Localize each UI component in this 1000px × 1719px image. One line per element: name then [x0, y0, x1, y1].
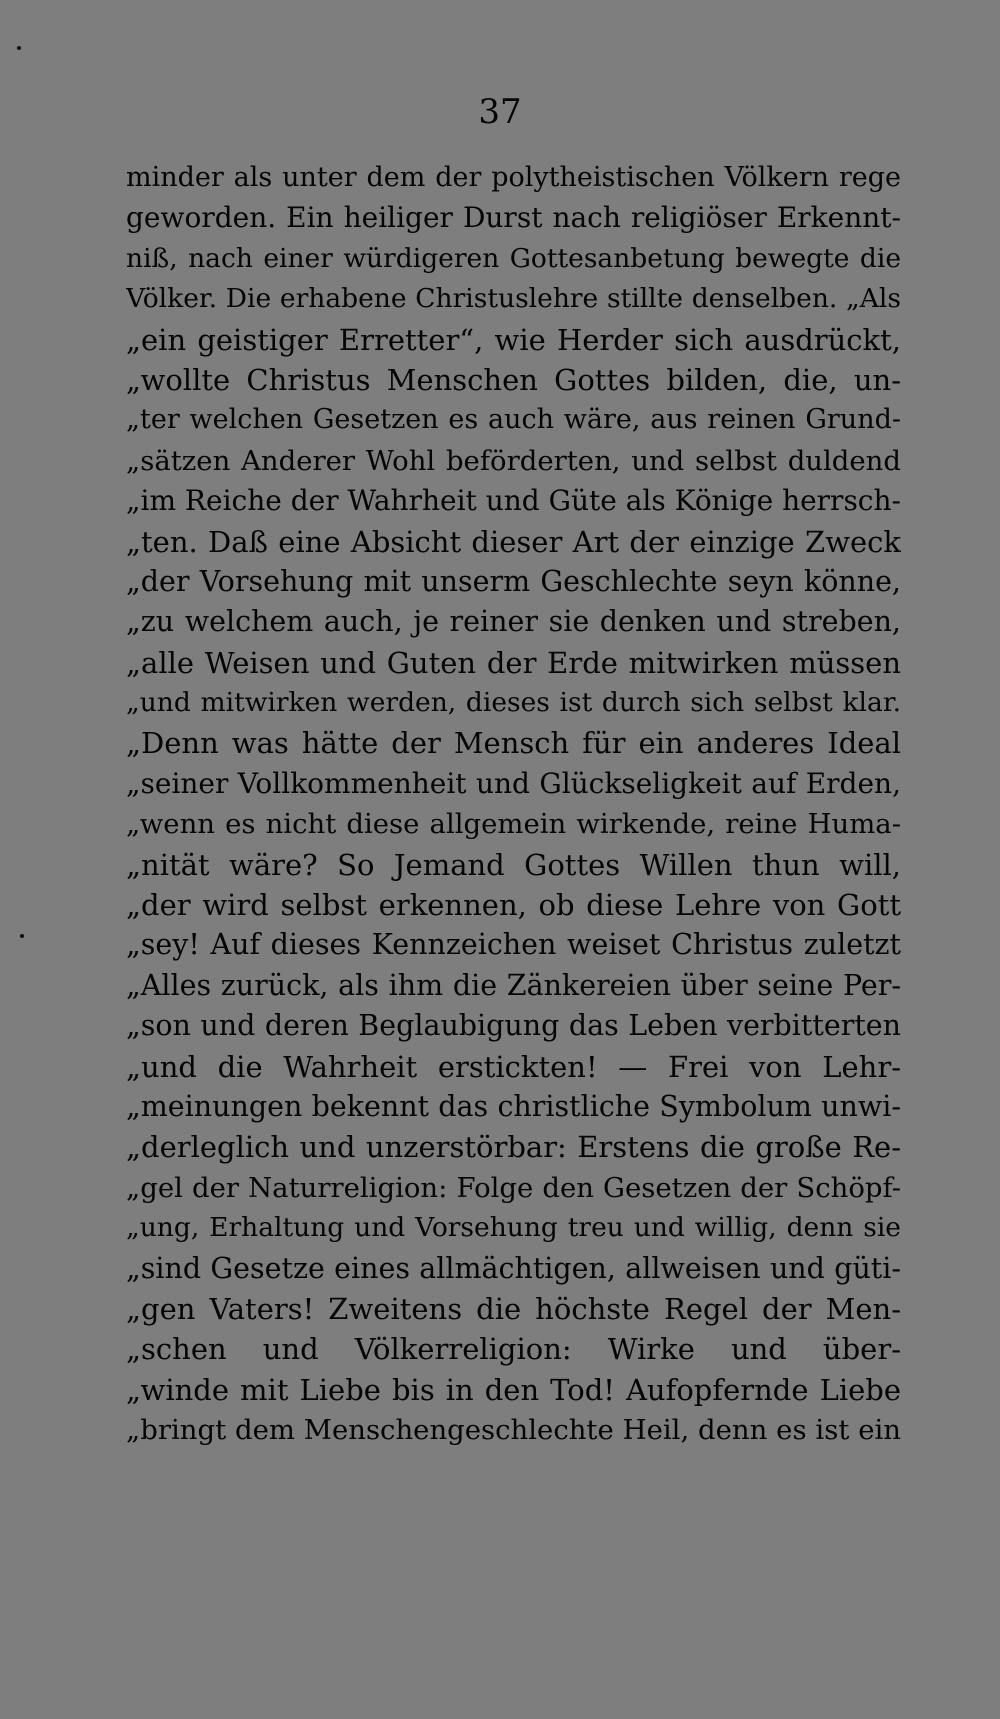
text-line: „wollte Christus Menschen Gottes bilden, die, un-: [126, 362, 901, 397]
text-line: „son und deren Beglaubigung das Leben verbitterten: [126, 1009, 901, 1043]
text-line: „gel der Naturreligion: Folge den Gesetzen der Schöpf-: [126, 1171, 901, 1204]
body-text: [126, 158, 901, 1451]
text-line: niß, nach einer würdigeren Gottesanbetung bewegte die: [126, 242, 901, 274]
text-line: „sind Gesetze eines allmächtigen, allweisen und güti-: [126, 1251, 901, 1285]
text-line: „schen und Völkerreligion: Wirke und über-: [126, 1332, 901, 1367]
text-line: „Denn was hätte der Mensch für ein anderes Ideal: [126, 726, 901, 761]
text-line: „und mitwirken werden, dieses ist durch sich selbst klar.: [126, 687, 901, 719]
text-line: „meinungen bekennt das christliche Symbolum unwi-: [126, 1089, 901, 1123]
text-line: „ein geistiger Erretter“, wie Herder sich ausdrückt,: [126, 322, 901, 357]
text-line: „zu welchem auch, je reiner sie denken und streben,: [126, 605, 901, 639]
page-number: 37: [478, 92, 522, 132]
text-line: „sätzen Anderer Wohl beförderten, und selbst duldend: [126, 444, 901, 477]
text-line: „nität wäre? So Jemand Gottes Willen thun will,: [126, 847, 901, 882]
text-line: „wenn es nicht diese allgemein wirkende, reine Huma-: [126, 808, 901, 841]
text-line: „bringt dem Menschengeschlechte Heil, denn es ist ein: [126, 1414, 901, 1447]
text-line: „und die Wahrheit erstickten! — Frei von Lehr-: [126, 1049, 901, 1084]
text-line: „gen Vaters! Zweitens die höchste Regel der Men-: [126, 1291, 901, 1326]
text-line: „alle Weisen und Guten der Erde mitwirken müssen: [126, 645, 901, 680]
text-line: minder als unter dem der polytheistischen Völkern rege: [126, 162, 901, 193]
print-speck: [17, 46, 21, 50]
print-speck: [20, 934, 24, 938]
text-line: „sey! Auf dieses Kennzeichen weiset Christus zuletzt: [126, 928, 901, 962]
text-line: „winde mit Liebe bis in den Tod! Aufopfernde Liebe: [126, 1372, 901, 1407]
text-line: „seiner Vollkommenheit und Glückseligkeit auf Erden,: [126, 766, 901, 800]
text-line: „im Reiche der Wahrheit und Güte als Könige herrsch-: [126, 484, 901, 518]
text-line: „der Vorsehung mit unserm Geschlechte seyn könne,: [126, 564, 901, 598]
text-line: Völker. Die erhabene Christuslehre stillte denselben. „Als: [126, 283, 901, 315]
text-line: geworden. Ein heiliger Durst nach religiöser Erkennt-: [126, 201, 901, 235]
text-line: „derleglich und unzerstörbar: Erstens die große Re-: [126, 1130, 901, 1165]
text-line: „ter welchen Gesetzen es auch wäre, aus reinen Grund-: [126, 404, 901, 436]
text-line: „Alles zurück, als ihm die Zänkereien über seine Per-: [126, 968, 901, 1002]
text-line: „ung, Erhaltung und Vorsehung treu und willig, denn sie: [126, 1212, 901, 1244]
text-line: „ten. Daß eine Absicht dieser Art der einzige Zweck: [126, 524, 901, 559]
text-line: „der wird selbst erkennen, ob diese Lehre von Gott: [126, 888, 901, 923]
